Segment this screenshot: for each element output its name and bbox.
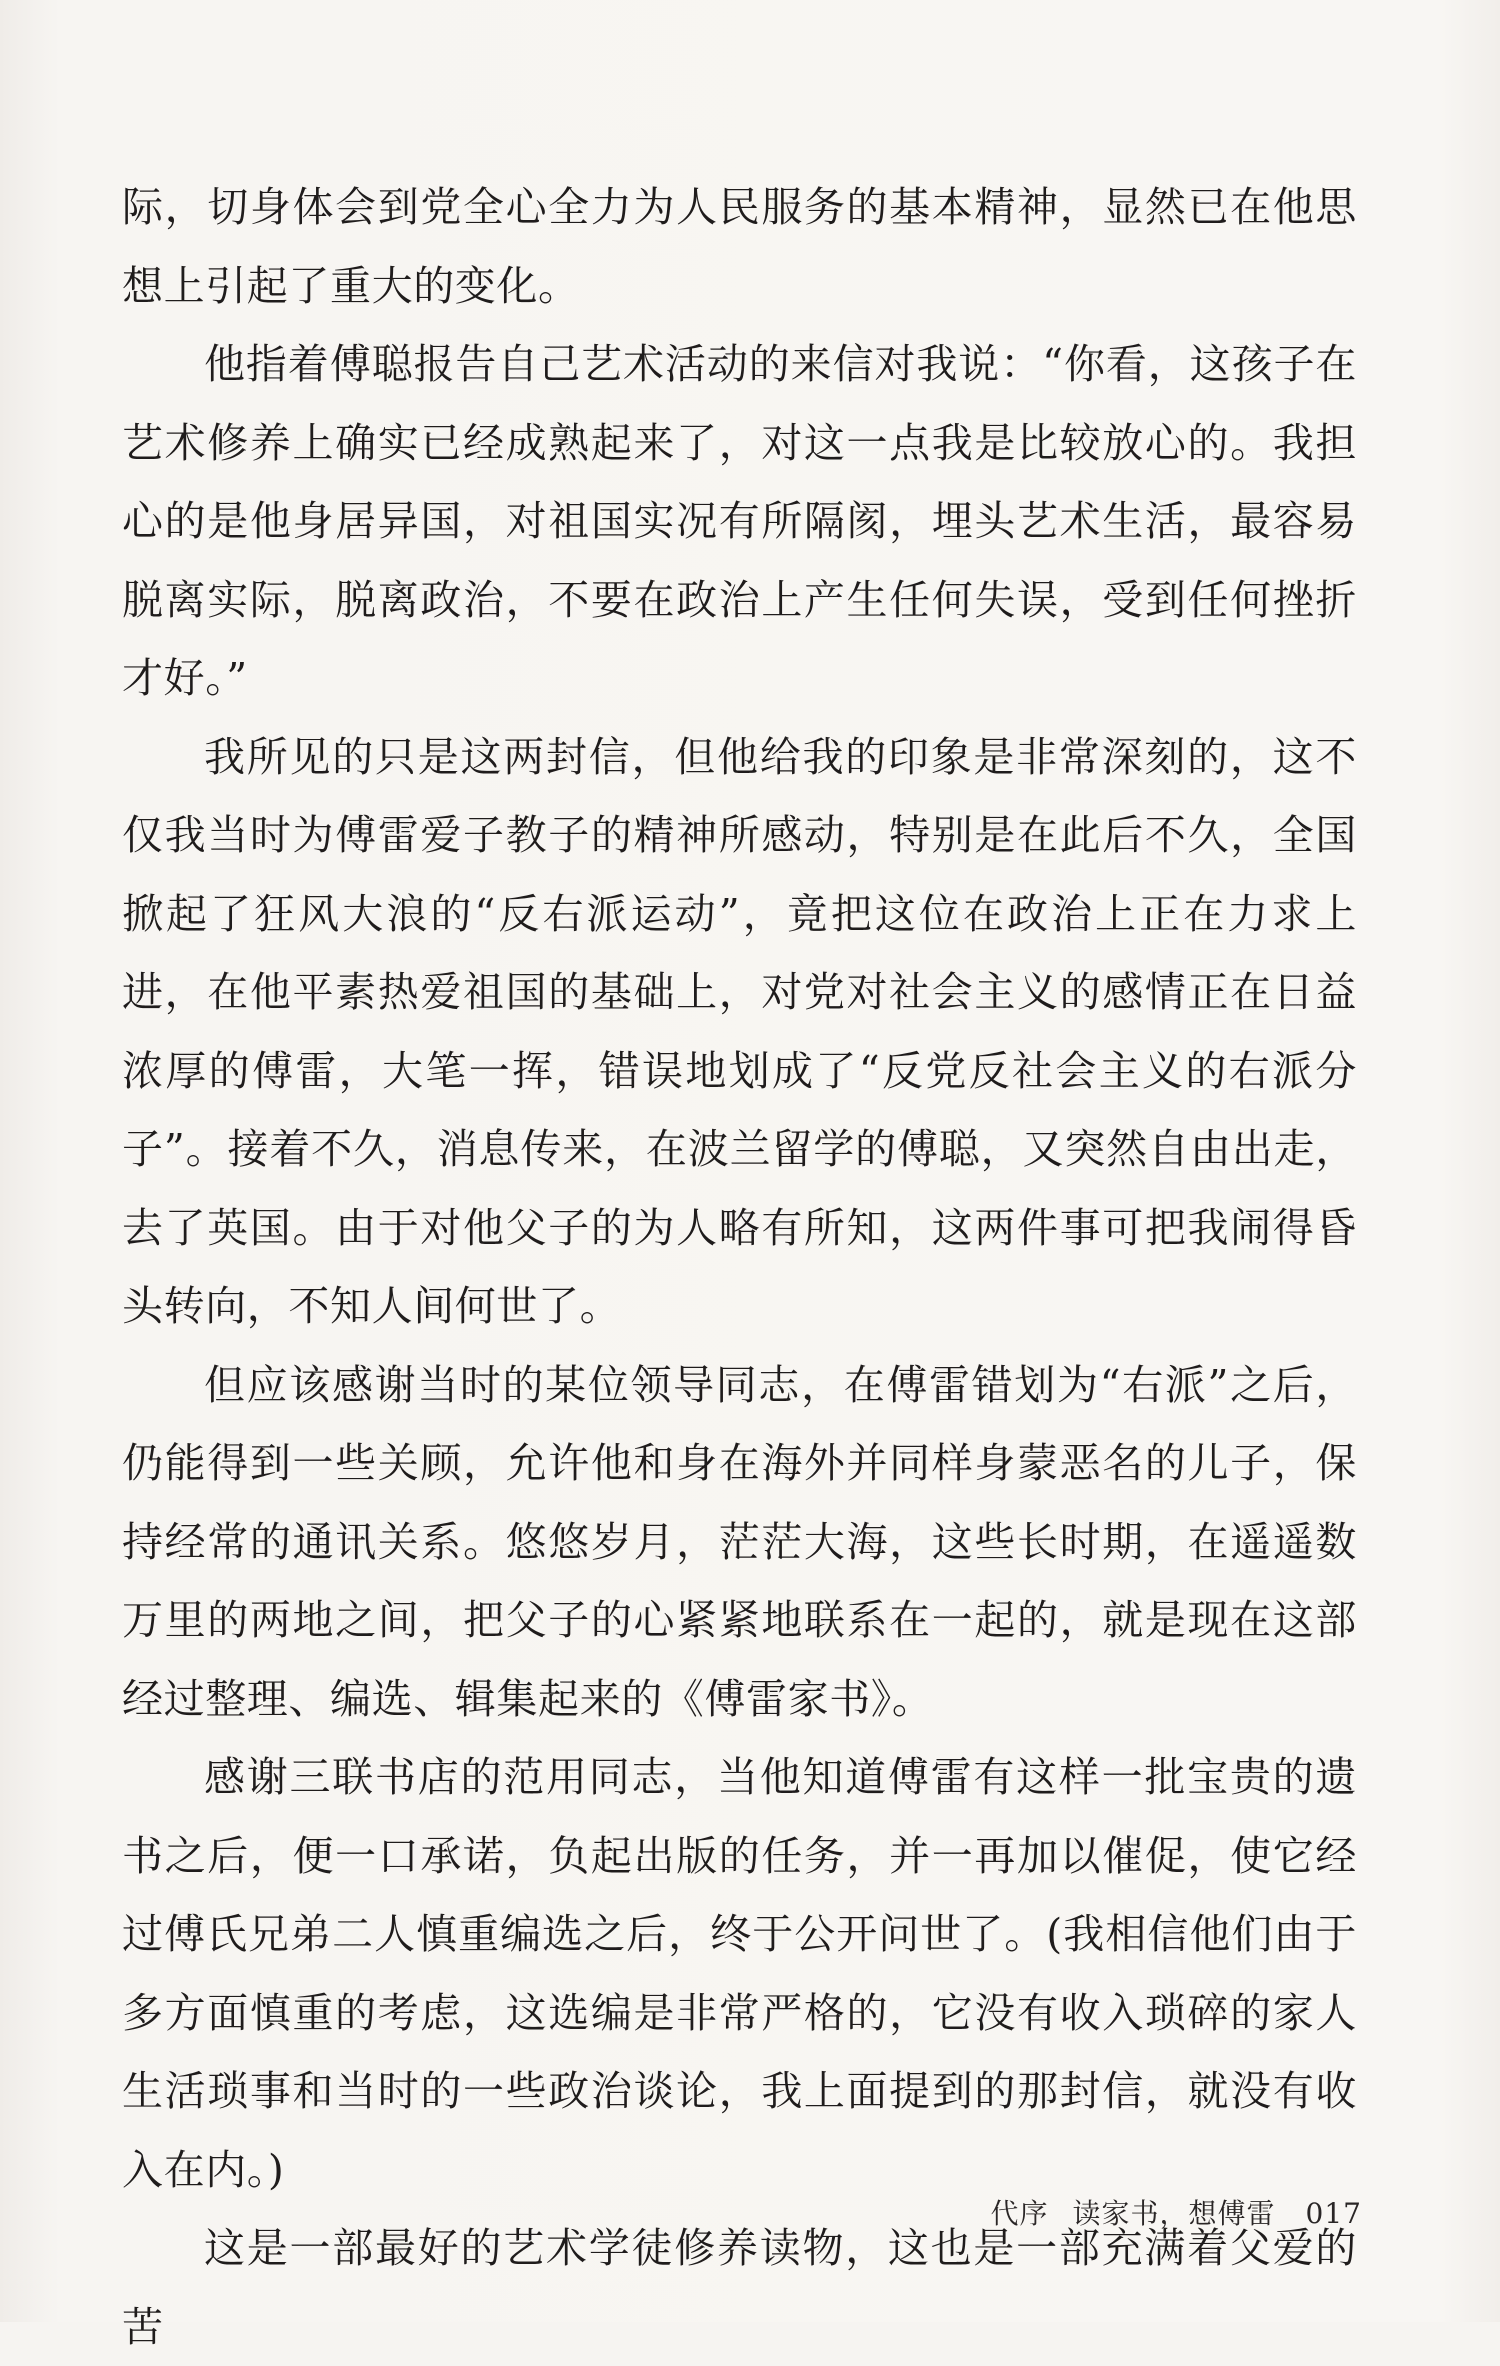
body-text: [122, 168, 1357, 2366]
paragraph: 感谢三联书店的范用同志，当他知道傅雷有这样一批宝贵的遗书之后，便一口承诺，负起出版的任务，并一再加以催促，使它经过傅氏兄弟二人慎重编选之后，终于公开问世了。(我相信他们由于多方面慎重的考虑，这选编是非常严格的，它没有收入琐碎的家人生活琐事和当时的一些政治谈论，我上面提到的那封信，就没有收入在内。): [122, 1753, 1357, 2194]
paragraph: 但应该感谢当时的某位领导同志，在傅雷错划为“右派”之后，仍能得到一些关顾，允许他和身在海外并同样身蒙恶名的儿子，保持经常的通讯关系。悠悠岁月，茫茫大海，这些长时期，在遥遥数万里的两地之间，把父子的心紧紧地联系在一起的，就是现在这部经过整理、编选、辑集起来的《傅雷家书》。: [122, 1360, 1357, 1723]
paragraph: 他指着傅聪报告自己艺术活动的来信对我说：“你看，这孩子在艺术修养上确实已经成熟起来了，对这一点我是比较放心的。我担心的是他身居异国，对祖国实况有所隔阂，埋头艺术生活，最容易脱离实际，脱离政治，不要在政治上产生任何失误，受到任何挫折才好。”: [122, 340, 1357, 702]
footer-section: 代序: [990, 2197, 1049, 2230]
paragraph: 我所见的只是这两封信，但他给我的印象是非常深刻的，这不仅我当时为傅雷爱子教子的精神所感动，特别是在此后不久，全国掀起了狂风大浪的“反右派运动”，竟把这位在政治上正在力求上进，在他平素热爱祖国的基础上，对党对社会主义的感情正在日益浓厚的傅雷，大笔一挥，错误地划成了“反党反社会主义的右派分子”。接着不久，消息传来，在波兰留学的傅聪，又突然自由出走，去了英国。由于对他父子的为人略有所知，这两件事可把我闹得昏头转向，不知人间何世了。: [122, 732, 1357, 1330]
footer-title: 读家书，想傅雷: [1072, 2197, 1276, 2230]
page-number: 017: [1305, 2197, 1362, 2230]
paragraph-continued: 际，切身体会到党全心全力为人民服务的基本精神，显然已在他思想上引起了重大的变化。: [122, 183, 1357, 310]
paragraph: 这是一部最好的艺术学徒修养读物，这也是一部充满着父爱的苦: [122, 2224, 1357, 2351]
page-footer: [991, 2192, 1362, 2232]
